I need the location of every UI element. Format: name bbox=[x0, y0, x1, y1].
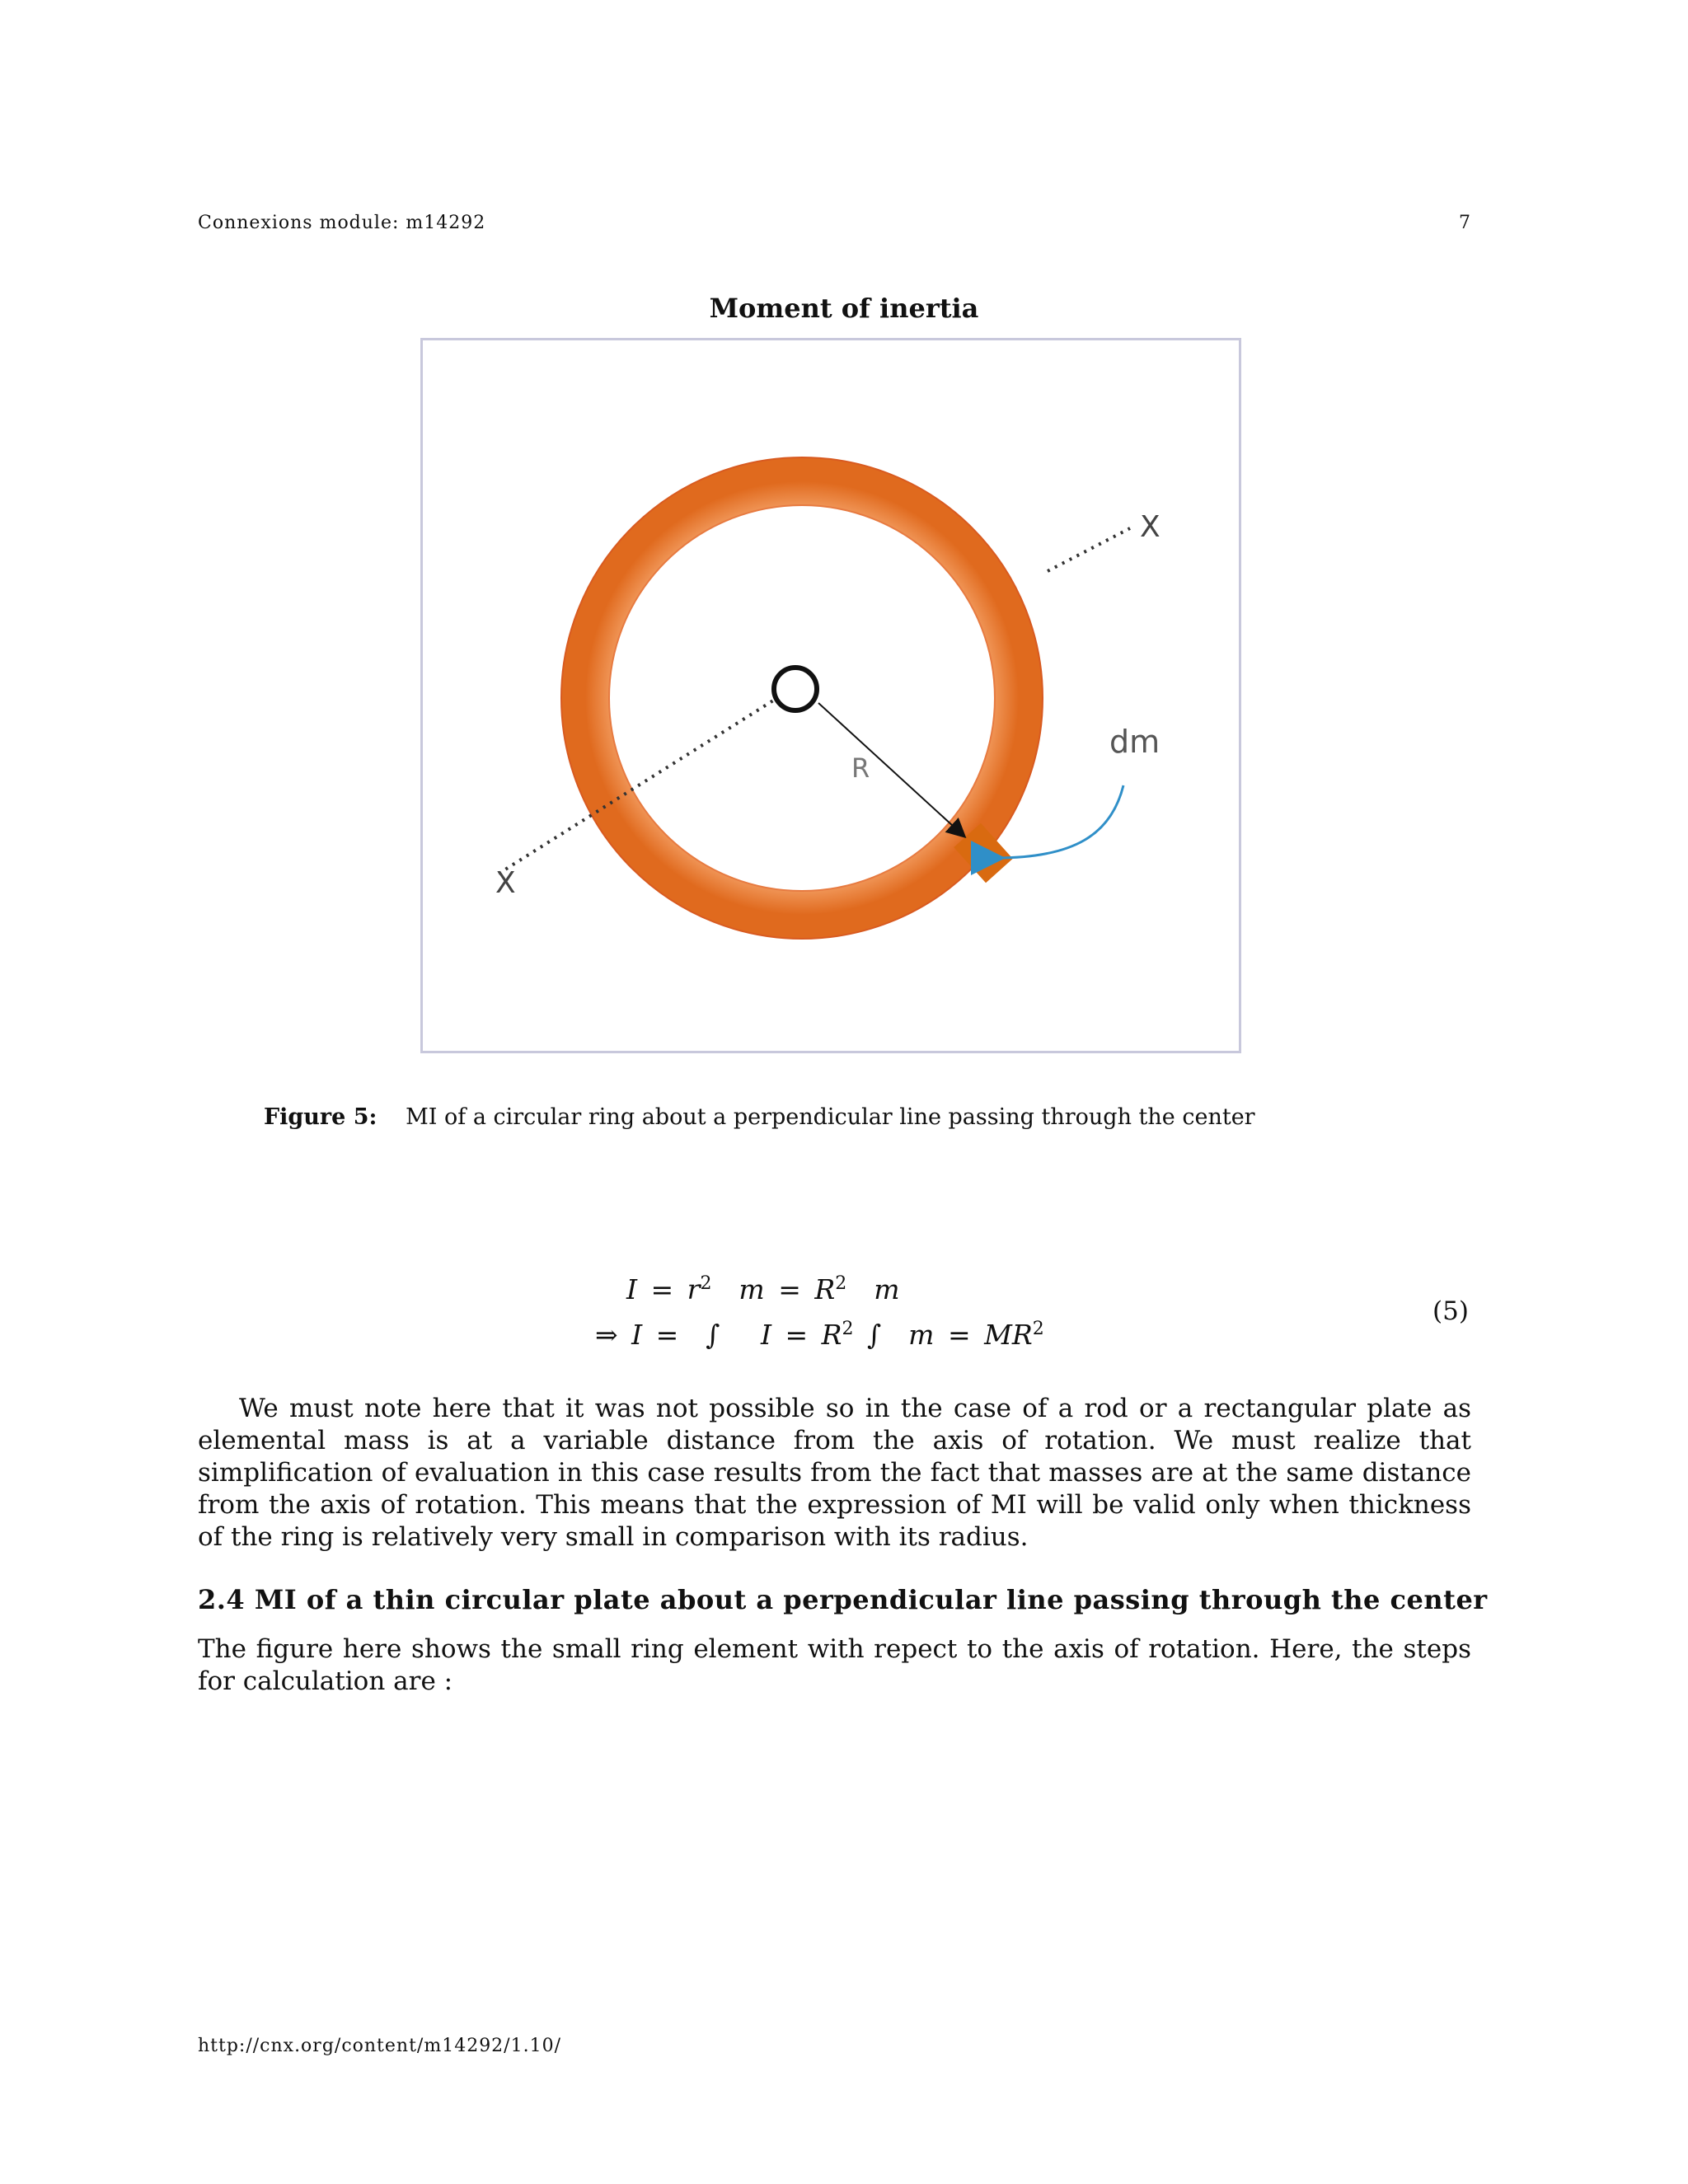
center-point bbox=[774, 668, 817, 710]
page-number: 7 bbox=[1459, 213, 1470, 233]
figure-caption-text: MI of a circular ring about a perpendicular line passing through the center bbox=[406, 1104, 1255, 1130]
element-label: dm bbox=[1109, 724, 1160, 760]
figure-caption-label: Figure 5: bbox=[264, 1104, 377, 1130]
footer-url: http://cnx.org/content/m14292/1.10/ bbox=[198, 2036, 561, 2056]
ring-diagram bbox=[423, 340, 1239, 1051]
figure-title: Moment of inertia bbox=[709, 293, 979, 324]
axis-label-top: X bbox=[1140, 510, 1160, 544]
figure-caption bbox=[264, 1104, 1255, 1130]
section-heading: 2.4 MI of a thin circular plate about a perpendicular line passing through the center bbox=[198, 1584, 1488, 1615]
equation-line-1: $I = r^2$ $m = R^2$ m bbox=[626, 1273, 900, 1305]
running-header: Connexions module: m14292 bbox=[198, 213, 486, 233]
axis-line-top bbox=[1048, 528, 1130, 571]
equation-line-2: ⇒ I = ∫ $I = R^2$ ∫ $m = MR^2$ bbox=[595, 1319, 1044, 1351]
equation-number: (5) bbox=[1432, 1296, 1469, 1326]
axis-label-bottom: X bbox=[495, 866, 516, 900]
radius-arrow bbox=[818, 703, 963, 835]
radius-label: R bbox=[851, 752, 870, 784]
figure-frame bbox=[420, 338, 1241, 1053]
body-paragraph: We must note here that it was not possible so in the case of a rod or a rectangular plate as elemental mass is at a variable distance from the axis of rotation. We must realize that simplification of evaluation in this case results from the fact that masses are at the same distance from the axis of rotation. This means that the expression of MI will be valid only when thickness of the ring is relatively very small in comparison with its radius. bbox=[198, 1394, 1471, 1552]
body-paragraph-2: The figure here shows the small ring element with repect to the axis of rotation. Here, the steps for calculation are : bbox=[198, 1634, 1471, 1696]
